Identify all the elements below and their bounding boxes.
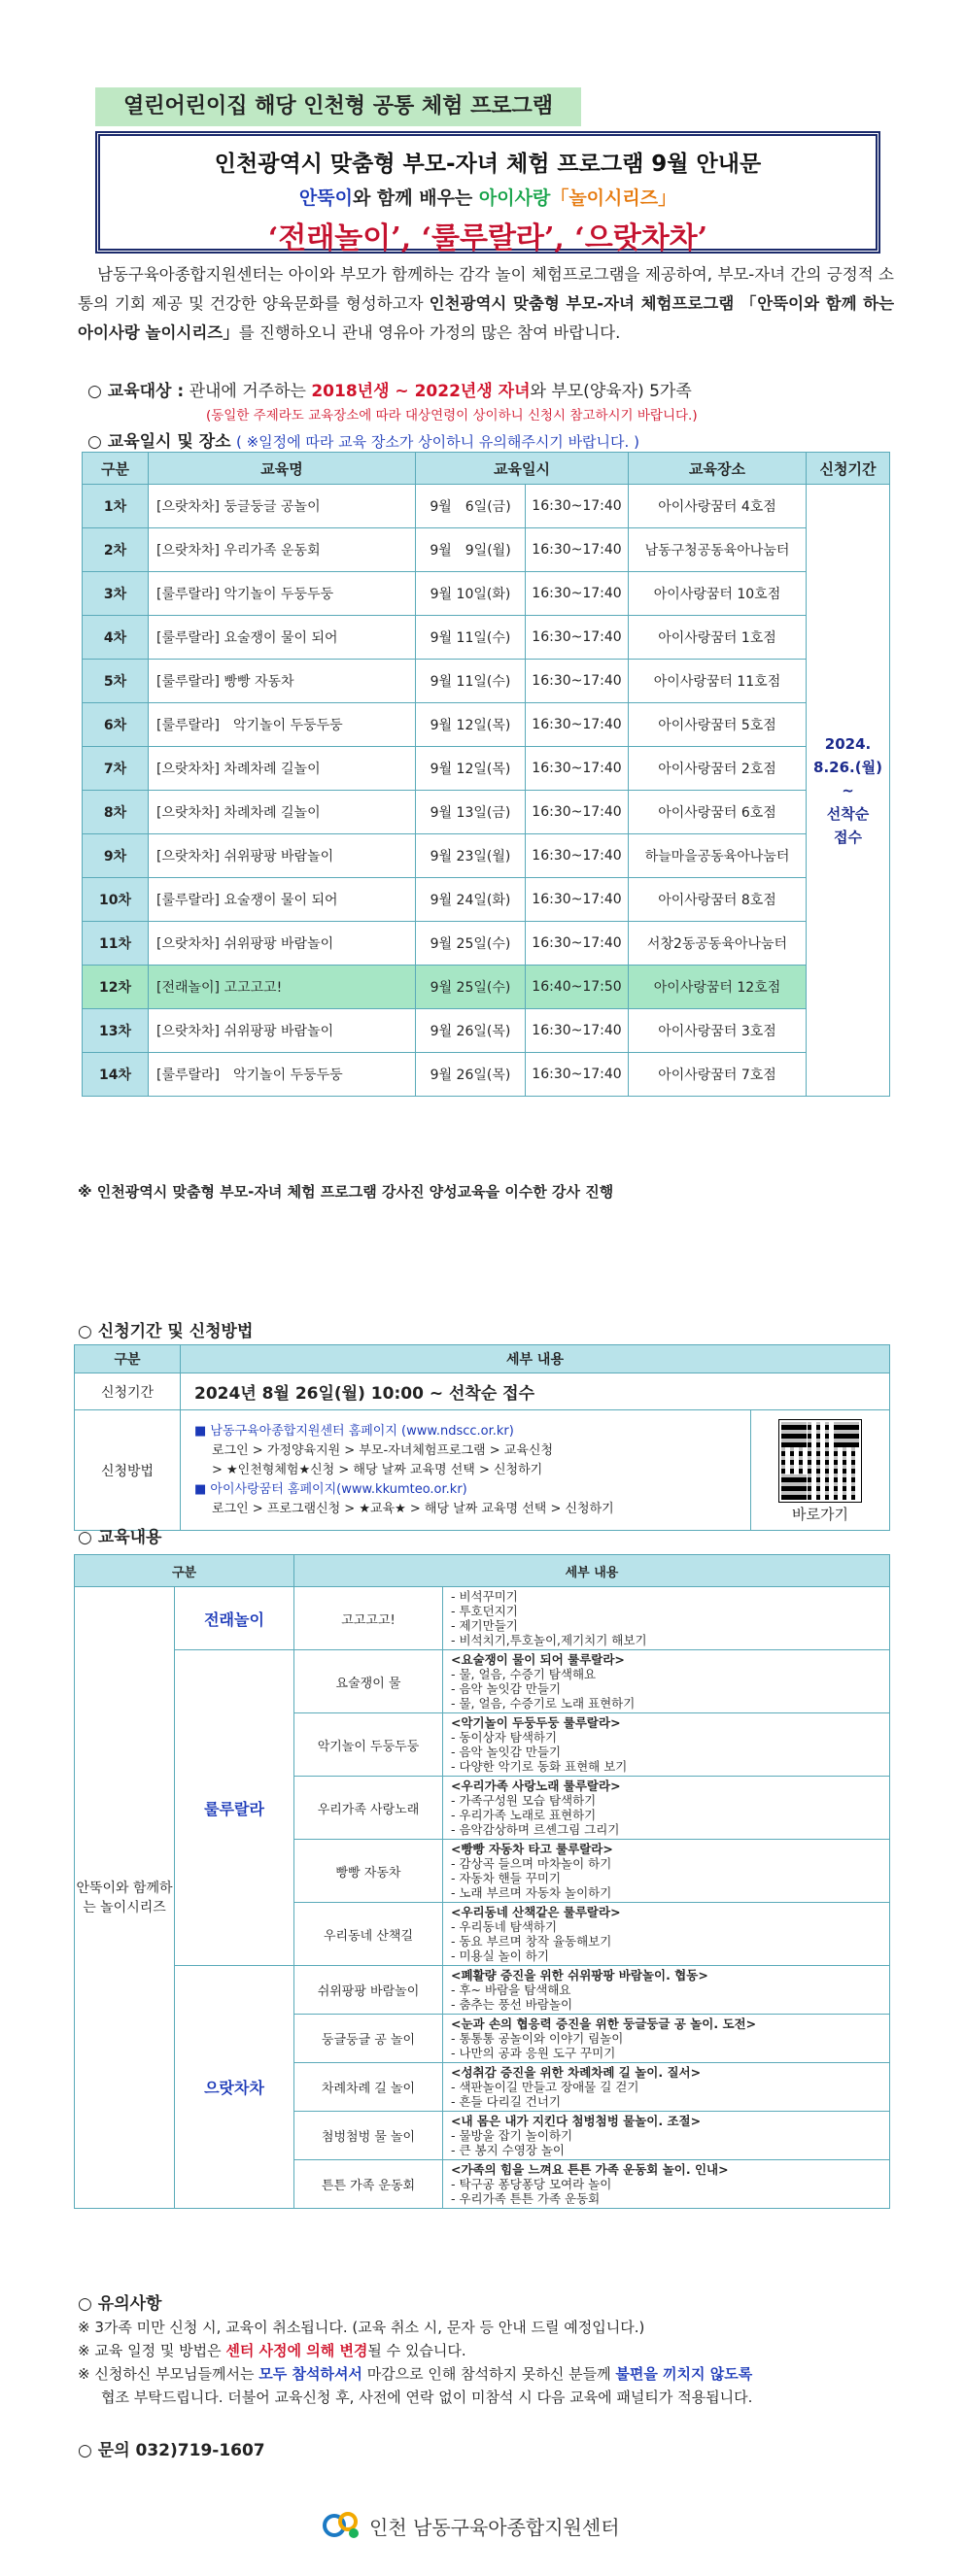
row-name: [전래놀이] 고고고고! — [149, 966, 416, 1009]
detail-line: <악기놀이 두둥두둥 룰루랄라> — [451, 1715, 621, 1730]
row-date: 9월 11일(수) — [416, 616, 526, 660]
table-row — [83, 572, 890, 616]
schedule-note: ( ※일정에 따라 교육 장소가 상이하니 유의해주시기 바랍니다. ) — [235, 433, 639, 451]
item-title: 튼튼 가족 운동회 — [294, 2160, 443, 2209]
subtitle-text: 와 함께 배우는 — [352, 187, 479, 209]
apply-th-detail: 세부 내용 — [181, 1345, 890, 1373]
row-date: 9월 12일(목) — [416, 703, 526, 747]
kkumteo-link[interactable]: 아이사랑꿈터 홈페이지(www.kkumteo.or.kr) — [210, 1481, 467, 1497]
item-detail — [443, 2063, 890, 2112]
row-time: 16:30~17:40 — [526, 878, 629, 922]
table-row — [83, 528, 890, 572]
qr-caption: 바로가기 — [792, 1506, 848, 1523]
detail-line: - 동요 부르며 창작 율동해보기 — [451, 1934, 612, 1949]
row-place: 아이사랑꿈터 8호점 — [629, 878, 807, 922]
detail-line: - 우리가족 튼튼 가족 운동회 — [451, 2191, 601, 2206]
row-place: 아이사랑꿈터 6호점 — [629, 791, 807, 834]
detail-line: - 음악 놀잇감 만들기 — [451, 1745, 562, 1759]
row-no: 10차 — [83, 878, 149, 922]
row-place: 아이사랑꿈터 4호점 — [629, 485, 807, 528]
row-no: 12차 — [83, 966, 149, 1009]
qr-cell — [751, 1410, 890, 1531]
row-date: 9월 13일(금) — [416, 791, 526, 834]
table-row — [83, 791, 890, 834]
row-date: 9월 25일(수) — [416, 966, 526, 1009]
row-place: 아이사랑꿈터 12호점 — [629, 966, 807, 1009]
target-label: 교육대상 : — [107, 382, 185, 401]
row-no: 7차 — [83, 747, 149, 791]
row-name: [으랏차차] 우리가족 운동회 — [149, 528, 416, 572]
row-time: 16:30~17:40 — [526, 791, 629, 834]
detail-line: - 미용실 놀이 하기 — [451, 1949, 549, 1963]
item-title: 차례차례 길 놀이 — [294, 2063, 443, 2112]
square-bullet-icon: ■ — [194, 1423, 211, 1439]
row-place: 아이사랑꿈터 1호점 — [629, 616, 807, 660]
detail-line: <성취감 증진을 위한 차례차례 길 놀이. 질서> — [451, 2065, 702, 2080]
item-title: 고고고고! — [294, 1587, 443, 1650]
row-date: 9월 11일(수) — [416, 660, 526, 703]
item-detail — [443, 1903, 890, 1966]
row-time: 16:30~17:40 — [526, 528, 629, 572]
qr-code-icon[interactable] — [779, 1420, 861, 1502]
footer-logo — [321, 2506, 620, 2545]
detail-line: - 흔들 다리길 건너기 — [451, 2094, 562, 2109]
bullet-icon: ○ — [87, 432, 108, 452]
series-titles: ‘전래놀이’, ‘룰루랄라’, ‘으랏차차’ — [267, 221, 708, 255]
schedule-header — [83, 453, 890, 485]
row-time: 16:30~17:40 — [526, 572, 629, 616]
program-banner: 열린어린이집 해당 인천형 공통 체험 프로그램 — [95, 87, 581, 126]
content-row — [75, 1587, 890, 1650]
row-time: 16:30~17:40 — [526, 616, 629, 660]
row-name: [으랏차차] 차례차례 길놀이 — [149, 747, 416, 791]
detail-line: - 탁구공 퐁당퐁당 모여라 놀이 — [451, 2177, 612, 2191]
detail-line: - 감상곡 들으며 마차놀이 하기 — [451, 1856, 612, 1871]
table-row — [83, 616, 890, 660]
row-time: 16:30~17:40 — [526, 1053, 629, 1097]
detail-line: <우리동네 산책같은 룰루랄라> — [451, 1905, 621, 1919]
th-datetime: 교육일시 — [416, 453, 629, 485]
row-no: 9차 — [83, 834, 149, 878]
schedule-label: 교육일시 및 장소 — [107, 432, 231, 452]
table-row — [83, 966, 890, 1009]
detail-line: - 비석치기,투호놀이,제기치기 해보기 — [451, 1633, 647, 1647]
series-label: 안뚝이와 함께하는 놀이시리즈 — [75, 1587, 175, 2209]
apply-step-3: 로그인 > 프로그램신청 > ★교육★ > 해당 날짜 교육명 선택 > 신청하기 — [212, 1501, 614, 1516]
item-title: 첨벙첨벙 물 놀이 — [294, 2112, 443, 2160]
item-detail — [443, 1840, 890, 1903]
row-time: 16:30~17:40 — [526, 834, 629, 878]
detail-line: <폐활량 증진을 위한 쉬위팡팡 바람놀이. 협동> — [451, 1968, 708, 1983]
detail-line: - 나만의 공과 응원 도구 꾸미기 — [451, 2046, 616, 2060]
content-section-label — [78, 1523, 161, 1547]
instructor-note: ※ 인천광역시 맞춤형 부모-자녀 체험 프로그램 강사진 양성교육을 이수한 강사 진행 — [78, 1183, 614, 1201]
apply-step-2: > ★인천형체험★신청 > 해당 날짜 교육명 선택 > 신청하기 — [212, 1462, 543, 1477]
series-name: 「놀이시리즈」 — [550, 187, 677, 209]
detail-line: <요술쟁이 물이 되어 룰루랄라> — [451, 1652, 625, 1667]
row-time: 16:40~17:50 — [526, 966, 629, 1009]
intro-paragraph — [78, 260, 894, 348]
period-line: 8.26.(월) — [813, 758, 882, 776]
row-place: 아이사랑꿈터 5호점 — [629, 703, 807, 747]
row-date: 9월 26일(목) — [416, 1009, 526, 1053]
row-date: 9월 9일(월) — [416, 528, 526, 572]
apply-section-label — [78, 1317, 253, 1341]
row-no: 8차 — [83, 791, 149, 834]
row-date: 9월 12일(목) — [416, 747, 526, 791]
row-name: [룰루랄라] 요술쟁이 물이 되어 — [149, 878, 416, 922]
row-no: 5차 — [83, 660, 149, 703]
detail-line: <우리가족 사랑노래 룰루랄라> — [451, 1779, 621, 1793]
detail-line: - 색판놀이길 만들고 장애물 길 걷기 — [451, 2080, 639, 2094]
row-name: [으랏차차] 차례차례 길놀이 — [149, 791, 416, 834]
contact-section — [78, 2436, 265, 2460]
apply-method-label: 신청방법 — [75, 1410, 181, 1531]
row-place: 아이사랑꿈터 10호점 — [629, 572, 807, 616]
row-date: 9월 24일(화) — [416, 878, 526, 922]
table-row — [83, 834, 890, 878]
page-title: 인천광역시 맞춤형 부모-자녀 체험 프로그램 9월 안내문 — [214, 152, 762, 177]
row-no: 4차 — [83, 616, 149, 660]
item-title: 쉬위팡팡 바람놀이 — [294, 1966, 443, 2015]
content-table — [74, 1554, 890, 2209]
item-title: 우리동네 산책길 — [294, 1903, 443, 1966]
period-line: 2024. — [824, 734, 872, 753]
th-period: 신청기간 — [807, 453, 890, 485]
row-time: 16:30~17:40 — [526, 1009, 629, 1053]
table-row — [83, 922, 890, 966]
item-title: 요술쟁이 물 — [294, 1650, 443, 1713]
subtitle — [100, 184, 876, 210]
th-place: 교육장소 — [629, 453, 807, 485]
apply-method-detail — [181, 1410, 751, 1531]
row-name: [으랏차차] 쉬위팡팡 바람놀이 — [149, 834, 416, 878]
detail-line: <눈과 손의 협응력 증진을 위한 둥글둥글 공 놀이. 도전> — [451, 2017, 757, 2031]
detail-line: - 춤추는 풍선 바람놀이 — [451, 1997, 573, 2012]
row-time: 16:30~17:40 — [526, 485, 629, 528]
bullet-icon: ○ — [78, 2441, 98, 2460]
row-date: 9월 26일(목) — [416, 1053, 526, 1097]
apply-th-type: 구분 — [75, 1345, 181, 1373]
content-row — [75, 1650, 890, 1713]
bullet-icon: ○ — [78, 2294, 98, 2314]
notice-1: ※ 3가족 미만 신청 시, 교육이 취소됩니다. (교육 취소 시, 문자 등 안내 드릴 예정입니다.) — [78, 2319, 645, 2336]
aisarang: 아이사랑 — [478, 187, 551, 209]
detail-line: - 우리동네 탐색하기 — [451, 1919, 558, 1934]
row-date: 9월 25일(수) — [416, 922, 526, 966]
detail-line: - 물방울 잡기 놀이하기 — [451, 2128, 573, 2143]
row-place: 아이사랑꿈터 11호점 — [629, 660, 807, 703]
contact-info: 문의 032)719-1607 — [97, 2441, 265, 2460]
row-no: 2차 — [83, 528, 149, 572]
item-title: 악기놀이 두둥두둥 — [294, 1713, 443, 1777]
square-bullet-icon: ■ — [194, 1481, 211, 1497]
period-line: 선착순 — [826, 804, 870, 823]
detail-line: - 노래 부르며 자동차 놀이하기 — [451, 1885, 612, 1900]
schedule-table — [82, 452, 890, 1097]
content-row — [75, 1966, 890, 2015]
target-text-1: 관내에 거주하는 — [184, 382, 312, 401]
table-row — [83, 660, 890, 703]
table-row — [83, 485, 890, 528]
intro-text-bold: 인천광역시 맞춤형 부모-자녀 체험프로그램 「안뚝이와 함께 하는 아이사랑 놀이시리즈」 — [78, 294, 895, 342]
detail-line: - 가족구성원 모습 탐색하기 — [451, 1793, 597, 1808]
row-place: 하늘마을공동육아나눔터 — [629, 834, 807, 878]
row-name: [으랏차차] 둥글둥글 공놀이 — [149, 485, 416, 528]
period-line: 접수 — [834, 828, 862, 846]
row-name: [룰루랄라] 빵빵 자동차 — [149, 660, 416, 703]
detail-line: - 물, 얼음, 수증기 탐색해요 — [451, 1667, 597, 1681]
period-line: ~ — [842, 781, 854, 799]
row-time: 16:30~17:40 — [526, 922, 629, 966]
bullet-icon: ○ — [78, 1528, 98, 1547]
content-label: 교육내용 — [97, 1528, 162, 1547]
table-row — [83, 703, 890, 747]
detail-line: - 자동차 핸들 꾸미기 — [451, 1871, 562, 1885]
item-detail — [443, 2160, 890, 2209]
detail-line: - 동이상자 탐색하기 — [451, 1730, 558, 1745]
application-period — [807, 485, 890, 1097]
table-row — [83, 878, 890, 922]
detail-line: - 비석꾸미기 — [451, 1589, 518, 1604]
category-label: 으랏차차 — [175, 1966, 294, 2209]
th-name: 교육명 — [149, 453, 416, 485]
th-no: 구분 — [83, 453, 149, 485]
detail-line: - 제기만들기 — [451, 1618, 518, 1633]
target-text-2: 와 부모(양육자) 5가족 — [530, 382, 692, 401]
row-place: 아이사랑꿈터 2호점 — [629, 747, 807, 791]
row-date: 9월 6일(금) — [416, 485, 526, 528]
row-no: 13차 — [83, 1009, 149, 1053]
notice-2: ※ 교육 일정 및 방법은 센터 사정에 의해 변경될 수 있습니다. — [78, 2342, 466, 2359]
item-detail — [443, 2015, 890, 2063]
item-title: 둥글둥글 공 놀이 — [294, 2015, 443, 2063]
row-name: [룰루랄라] 악기놀이 두둥두둥 — [149, 1053, 416, 1097]
detail-line: - 우리가족 노래로 표현하기 — [451, 1808, 597, 1822]
detail-line: - 후~ 바람을 탐색해요 — [451, 1983, 571, 1997]
apply-period-value: 2024년 8월 26일(월) 10:00 ~ 선착순 접수 — [181, 1373, 890, 1410]
table-row — [83, 1009, 890, 1053]
content-th-detail: 세부 내용 — [294, 1555, 890, 1587]
detail-line: - 음악 놀잇감 만들기 — [451, 1681, 562, 1696]
item-detail — [443, 1650, 890, 1713]
row-date: 9월 23일(월) — [416, 834, 526, 878]
detail-line: - 투호던지기 — [451, 1604, 518, 1618]
notice-3-cont: 협조 부탁드립니다. 더불어 교육신청 후, 사전에 연락 없이 미참석 시 다음 교육에 패널티가 적용됩니다. — [101, 2389, 753, 2406]
content-th-type: 구분 — [75, 1555, 294, 1587]
row-date: 9월 10일(화) — [416, 572, 526, 616]
row-no: 11차 — [83, 922, 149, 966]
row-time: 16:30~17:40 — [526, 703, 629, 747]
apply-label: 신청기간 및 신청방법 — [97, 1322, 254, 1341]
category-label: 전래놀이 — [175, 1587, 294, 1650]
category-label: 룰루랄라 — [175, 1650, 294, 1966]
item-detail — [443, 1777, 890, 1840]
schedule-section-label — [87, 427, 639, 452]
row-no: 6차 — [83, 703, 149, 747]
row-no: 14차 — [83, 1053, 149, 1097]
item-detail — [443, 1966, 890, 2015]
detail-line: - 음악감상하며 르셴그림 그리기 — [451, 1822, 620, 1837]
intro-text-2: 를 진행하오니 관내 영유아 가정의 많은 참여 바랍니다. — [238, 323, 621, 342]
notice-label: 유의사항 — [97, 2294, 162, 2314]
ndscc-link[interactable]: 남동구육아종합지원센터 홈페이지 (www.ndscc.or.kr) — [210, 1423, 514, 1439]
notice-section — [78, 2292, 894, 2409]
apply-step-1: 로그인 > 가정양육지원 > 부모-자녀체험프로그램 > 교육신청 — [212, 1442, 553, 1458]
item-detail — [443, 1713, 890, 1777]
table-row — [83, 1053, 890, 1097]
row-place: 아이사랑꿈터 3호점 — [629, 1009, 807, 1053]
item-title: 우리가족 사랑노래 — [294, 1777, 443, 1840]
detail-line: - 큰 봉지 수영장 놀이 — [451, 2143, 566, 2157]
detail-line: - 다양한 악기로 동화 표현해 보기 — [451, 1759, 628, 1774]
target-section — [87, 377, 904, 401]
apply-period-label: 신청기간 — [75, 1373, 181, 1410]
mascot-name: 안뚝이 — [298, 187, 353, 209]
row-no: 1차 — [83, 485, 149, 528]
row-place: 남동구청공동육아나눔터 — [629, 528, 807, 572]
target-note: (동일한 주제라도 교육장소에 따라 대상연령이 상이하니 신청시 참고하시기 바랍니다.) — [206, 408, 698, 424]
apply-table — [74, 1344, 890, 1531]
row-place: 서창2동공동육아나눔터 — [629, 922, 807, 966]
row-time: 16:30~17:40 — [526, 660, 629, 703]
item-detail — [443, 2112, 890, 2160]
target-years: 2018년생 ~ 2022년생 자녀 — [311, 382, 531, 401]
center-logo-icon — [321, 2508, 363, 2543]
detail-line: - 통통통 공놀이와 이야기 림놀이 — [451, 2031, 624, 2046]
intro-text-1: 남동구육아종합지원센터는 아이와 부모가 함께하는 감각 놀이 체험프로그램을 제공하여, 부모-자녀 간의 긍정적 소통의 기회 제공 및 건강한 양육문화를 형성하고자 — [78, 265, 894, 313]
row-name: [룰루랄라] 요술쟁이 물이 되어 — [149, 616, 416, 660]
detail-line: <빵빵 자동차 타고 룰루랄라> — [451, 1842, 613, 1856]
detail-line: <내 몸은 내가 지킨다 첨벙첨벙 물놀이. 조절> — [451, 2114, 702, 2128]
row-name: [룰루랄라] 악기놀이 두둥두둥 — [149, 703, 416, 747]
row-time: 16:30~17:40 — [526, 747, 629, 791]
detail-line: <가족의 힘을 느껴요 튼튼 가족 운동회 놀이. 인내> — [451, 2162, 729, 2177]
item-title: 빵빵 자동차 — [294, 1840, 443, 1903]
row-name: [으랏차차] 쉬위팡팡 바람놀이 — [149, 922, 416, 966]
detail-line: - 물, 얼음, 수증기로 노래 표현하기 — [451, 1696, 636, 1711]
notice-3: ※ 신청하신 부모님들께서는 모두 참석하셔서 마감으로 인해 참석하지 못하신 분들께 불편을 끼치지 않도록 — [78, 2365, 753, 2383]
bullet-icon: ○ — [87, 382, 108, 401]
row-name: [으랏차차] 쉬위팡팡 바람놀이 — [149, 1009, 416, 1053]
table-row — [83, 747, 890, 791]
bullet-icon: ○ — [78, 1322, 98, 1341]
title-box — [95, 131, 880, 254]
row-no: 3차 — [83, 572, 149, 616]
item-detail — [443, 1587, 890, 1650]
footer-text: 인천 남동구육아종합지원센터 — [369, 2515, 620, 2539]
row-name: [룰루랄라] 악기놀이 두둥두둥 — [149, 572, 416, 616]
row-place: 아이사랑꿈터 7호점 — [629, 1053, 807, 1097]
